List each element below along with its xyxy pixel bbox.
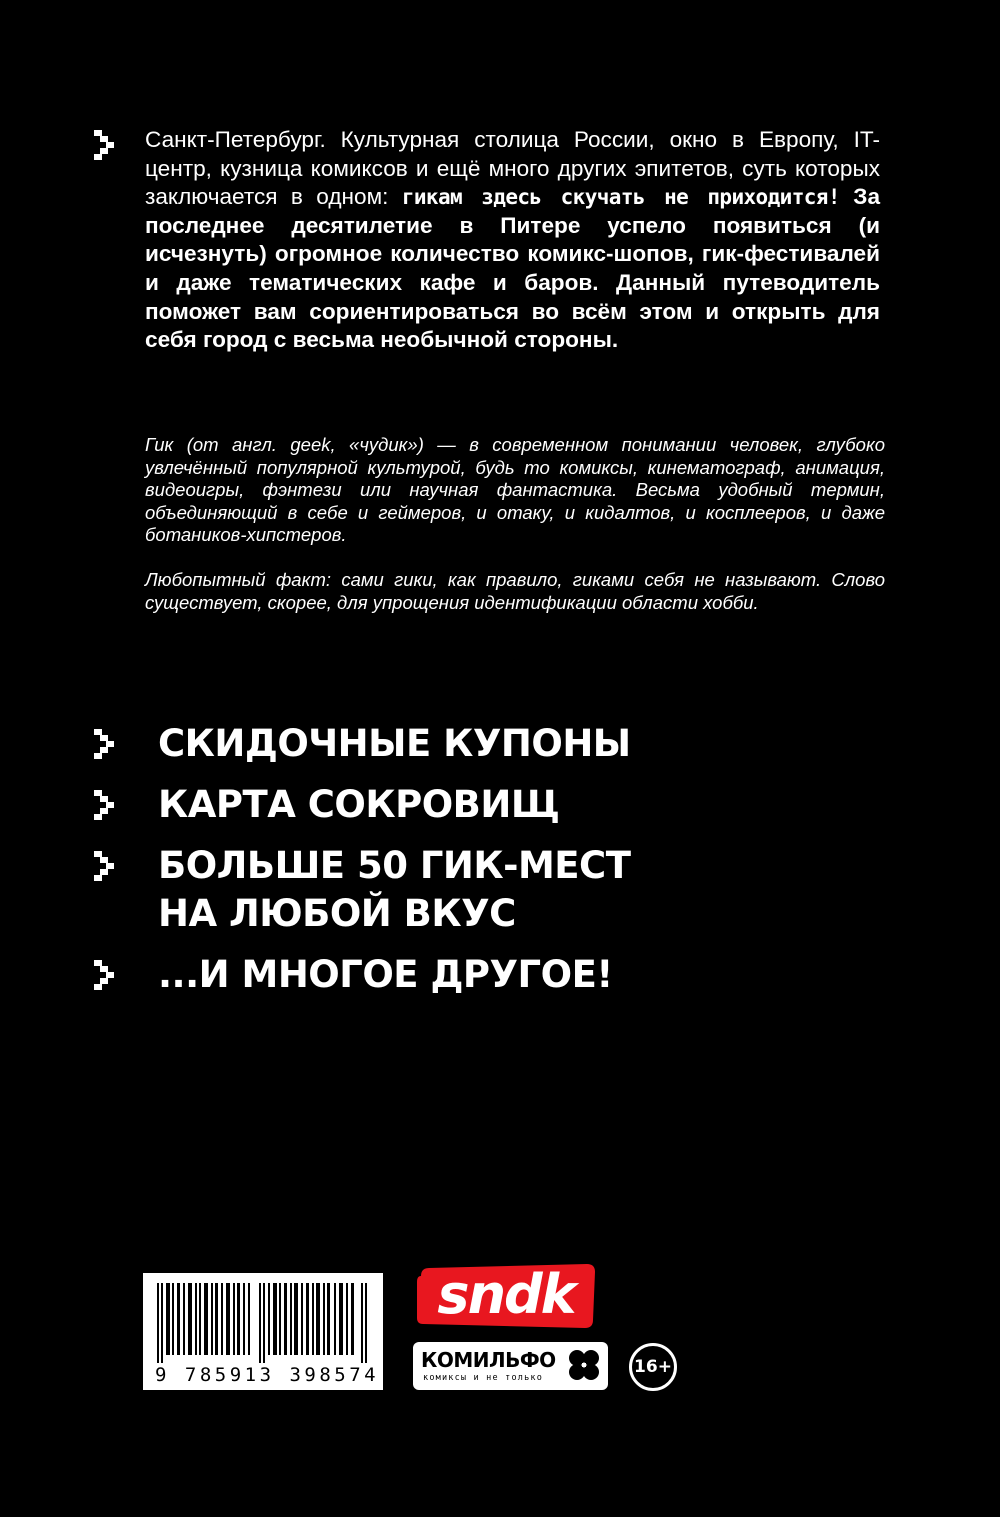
barcode (143, 1273, 383, 1390)
chevron-right-icon (92, 849, 120, 883)
komilfo-name: КОМИЛЬФО (421, 1348, 556, 1372)
age-rating-badge: 16+ (629, 1343, 677, 1391)
chevron-right-icon (92, 727, 120, 761)
fun-fact: Любопытный факт: сами гики, как правило, гиками себя не называют. Слово существует, скорее, для упрощения идентификации области хобби. (145, 569, 885, 613)
clover-icon (565, 1346, 603, 1384)
feature-places-line2: НА ЛЮБОЙ ВКУС (158, 892, 516, 935)
sndk-logo (415, 1262, 597, 1330)
feature-coupons: СКИДОЧНЫЕ КУПОНЫ (158, 722, 631, 765)
barcode-digits: 9 785913 398574 (155, 1364, 380, 1386)
chevron-right-icon (92, 128, 120, 162)
feature-treasure-map: КАРТА СОКРОВИЩ (158, 783, 560, 826)
chevron-right-icon (92, 788, 120, 822)
feature-places-line1: БОЛЬШЕ 50 ГИК-МЕСТ (158, 844, 631, 887)
intro-paragraph (145, 126, 880, 355)
sndk-wordmark: sndk (437, 1263, 575, 1326)
intro-emphasis: гикам здесь скучать не приходится! (401, 185, 840, 210)
intro-text-before: Санкт-Петербург. Культурная столица России, окно в Европу, IT-центр, кузница комиксов и ещё много других эпитетов, суть которых заключается в одном: (145, 127, 880, 210)
geek-definition: Гик (от англ. geek, «чудик») — в современном понимании человек, глубоко увлечённый популярной культурой, будь то комиксы, кинематограф, анимация, видеоигры, фэнтези или научная фантастика. Весьма удобный термин, объединяющий в себе и геймеров, и отаку, и кидалтов, и косплееров, и даже ботаников-хипстеров. (145, 434, 885, 545)
komilfo-logo (413, 1342, 608, 1390)
feature-more: ...И МНОГОЕ ДРУГОЕ! (158, 953, 613, 996)
intro-text-after: За последнее десятилетие в Питере успело появиться (и исчезнуть) огромное количество комикс-шопов, гик-фестивалей и даже тематических кафе и баров. Данный путеводитель поможет вам сориентироваться во всём этом и открыть для себя город с весьма необычной стороны. (145, 184, 881, 353)
barcode-bars (157, 1283, 369, 1363)
chevron-right-icon (92, 958, 120, 992)
komilfo-tagline: комиксы и не только (423, 1373, 544, 1383)
